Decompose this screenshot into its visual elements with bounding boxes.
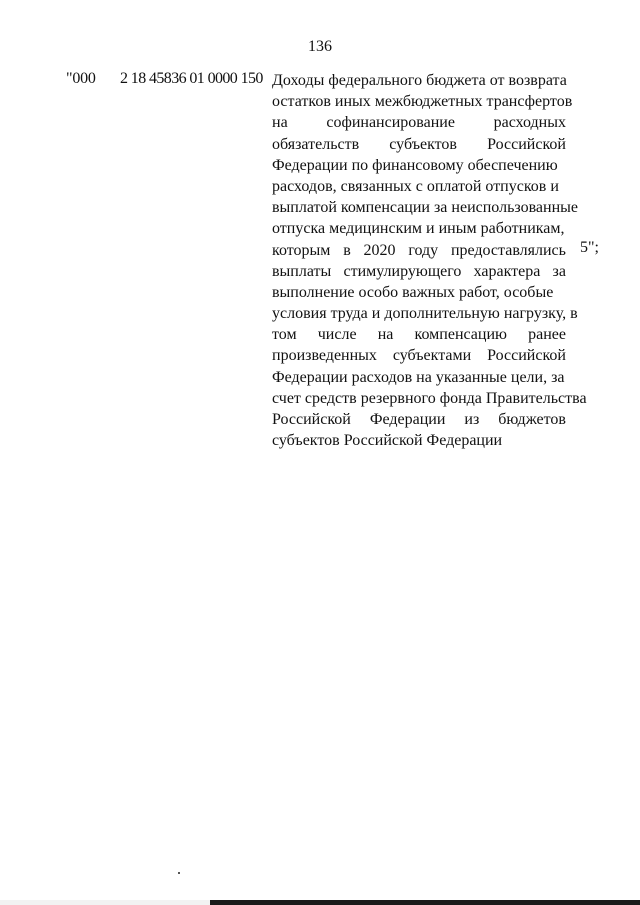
description-word: году — [408, 241, 439, 259]
description-word: субъектов Российской Федерации — [272, 432, 503, 450]
description-word: расходных — [493, 114, 566, 132]
description-line — [272, 91, 573, 112]
description-word: отпуска медицинским и иным работникам, — [272, 220, 565, 238]
description-line — [272, 218, 566, 239]
description-line — [272, 155, 566, 176]
description-word: том — [272, 326, 297, 344]
description-word: счет средств резервного фонда Правительства — [272, 389, 587, 407]
description-word: произведенных — [272, 347, 377, 365]
description-word: 2020 — [363, 241, 396, 259]
scan-speck — [178, 872, 180, 874]
description-word: за — [552, 262, 566, 280]
code-prefix: "000 — [66, 70, 96, 87]
description-word: остатков иных межбюджетных трансфертов — [272, 93, 573, 111]
description-line — [272, 367, 566, 388]
income-description — [272, 70, 587, 451]
description-line — [272, 324, 566, 345]
description-line — [272, 261, 566, 282]
description-word: бюджетов — [498, 411, 566, 428]
description-line — [272, 70, 566, 91]
description-line — [272, 282, 566, 303]
description-line — [272, 409, 566, 430]
description-line — [272, 430, 566, 451]
description-line — [272, 345, 566, 366]
description-word: ранее — [528, 326, 566, 344]
scan-bottom-mark — [210, 900, 640, 905]
description-word: субъектов — [389, 135, 457, 153]
page-number: 136 — [308, 38, 332, 55]
description-word: из — [464, 411, 480, 428]
description-word: выплаты — [272, 262, 332, 280]
description-line — [272, 388, 587, 409]
description-line — [272, 112, 566, 133]
amount-value: 5"; — [580, 239, 599, 256]
description-word: Российской — [487, 347, 566, 365]
description-word: выплатой компенсации за неиспользованные — [272, 199, 579, 217]
description-word: выполнение особо важных работ, особые — [272, 283, 554, 301]
description-word: на — [377, 326, 394, 344]
description-word: субъектами — [392, 347, 472, 365]
description-line — [272, 303, 578, 324]
description-word: Российской — [272, 411, 351, 428]
description-line — [272, 197, 579, 218]
description-word: условия труда и дополнительную нагрузку, в — [272, 305, 578, 323]
description-word: обязательств — [272, 135, 360, 153]
description-word: Федерации расходов на указанные цели, за — [272, 368, 565, 386]
description-word: которым — [272, 241, 331, 259]
description-word: Доходы федерального бюджета от возврата — [272, 72, 567, 89]
description-word: расходов, связанных с оплатой отпусков и — [272, 177, 559, 195]
description-word: софинансирование — [326, 114, 455, 132]
description-word: числе — [317, 326, 357, 344]
description-line — [272, 176, 566, 197]
description-word: стимулирующего — [343, 262, 462, 280]
description-line — [272, 134, 566, 155]
description-word: в — [343, 241, 351, 259]
description-word: предоставлялись — [450, 241, 566, 259]
description-word: Федерации по финансовому обеспечению — [272, 156, 558, 174]
description-word: характера — [473, 262, 541, 280]
description-line — [272, 240, 566, 261]
description-word: компенсацию — [414, 326, 507, 344]
budget-classification-code: 2 18 45836 01 0000 150 — [120, 70, 263, 87]
description-word: Российской — [487, 135, 566, 153]
description-word: на — [272, 114, 288, 132]
description-word: Федерации — [369, 411, 446, 428]
